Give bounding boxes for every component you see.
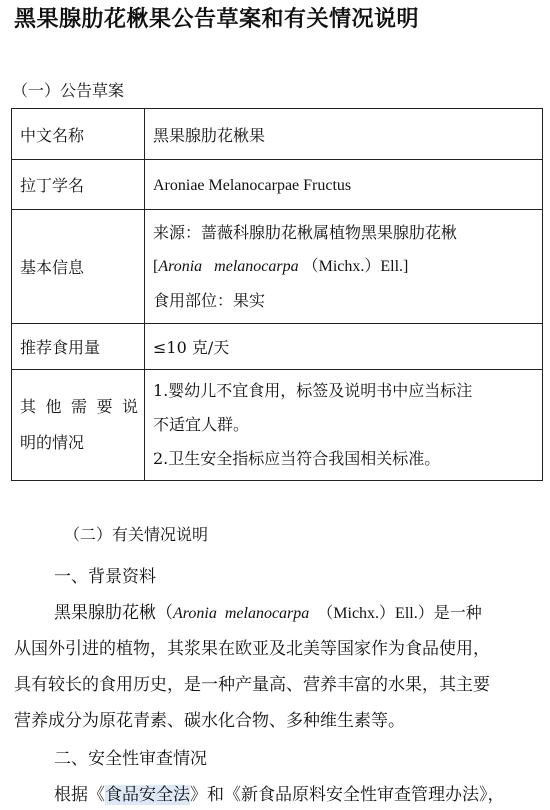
food-safety-law-link[interactable]: 食品安全法 (105, 785, 190, 805)
value-latin-name (145, 160, 543, 210)
bracket-open: [ (153, 257, 159, 275)
table-row (12, 160, 543, 210)
basic-info-source: 来源：蔷薇科腺肋花楸属植物黑果腺肋花楸 (153, 222, 458, 242)
paragraph-1-line-2: 从国外引进的植物，其浆果在欧亚及北美等国家作为食品使用， (14, 639, 490, 659)
para2-end: 》和《新食品原料安全性审查管理办法》， (190, 785, 505, 805)
value-other-notes (145, 370, 543, 481)
paragraph-1-line-4: 营养成分为原花青素、碳水化合物、多种维生素等。 (14, 711, 405, 731)
basic-info-species (153, 250, 536, 284)
species-authority: （Michx.）Ell.] (298, 257, 409, 275)
label-other-notes-line1: 其他需要说 (20, 397, 138, 416)
table-row (12, 210, 543, 324)
note-2: 2.卫生安全指标应当符合我国相关标准。 (153, 449, 441, 468)
label-other-notes (12, 370, 145, 481)
table-row (12, 109, 543, 160)
subheading-background: 一、背景资料 (54, 567, 156, 587)
species-italic: Aronia melanocarpa (158, 257, 299, 275)
table-row (12, 370, 543, 481)
table-row (12, 324, 543, 370)
para1-start: 黑果腺肋花楸（ (54, 603, 173, 623)
value-recommended-intake: ≤10 克/天 (145, 324, 543, 370)
basic-info-edible-part: 食用部位：果实 (153, 290, 266, 310)
label-other-notes-line2: 明的情况 (20, 433, 85, 452)
note-1: 1.婴幼儿不宜食用，标签及说明书中应当标注 (153, 381, 473, 400)
section1-heading: （一）公告草案 (12, 81, 125, 100)
note-1-cont: 不适宜人群。 (153, 415, 250, 434)
para1-italic: Aronia melanocarpa (173, 605, 310, 622)
label-chinese-name: 中文名称 (12, 109, 145, 160)
paragraph-1-line-1 (54, 598, 482, 623)
value-basic-info (145, 210, 543, 324)
latin-name-text: Aroniae Melanocarpae Fructus (153, 176, 352, 194)
page-title: 黑果腺肋花楸果公告草案和有关情况说明 (14, 7, 420, 32)
label-recommended-intake: 推荐食用量 (12, 324, 145, 370)
paragraph-2-line-1 (54, 780, 505, 805)
section2-heading: （二）有关情况说明 (64, 525, 209, 544)
paragraph-1-line-3: 具有较长的食用历史，是一种产量高、营养丰富的水果，其主要 (14, 675, 490, 695)
subheading-safety-review: 二、安全性审查情况 (54, 749, 207, 769)
label-latin-name: 拉丁学名 (12, 160, 145, 210)
draft-announcement-table (11, 108, 543, 481)
value-chinese-name: 黑果腺肋花楸果 (145, 109, 543, 160)
label-basic-info: 基本信息 (12, 210, 145, 324)
para1-end: （Michx.）Ell.）是一种 (309, 605, 482, 622)
para2-start: 根据《 (54, 785, 105, 805)
